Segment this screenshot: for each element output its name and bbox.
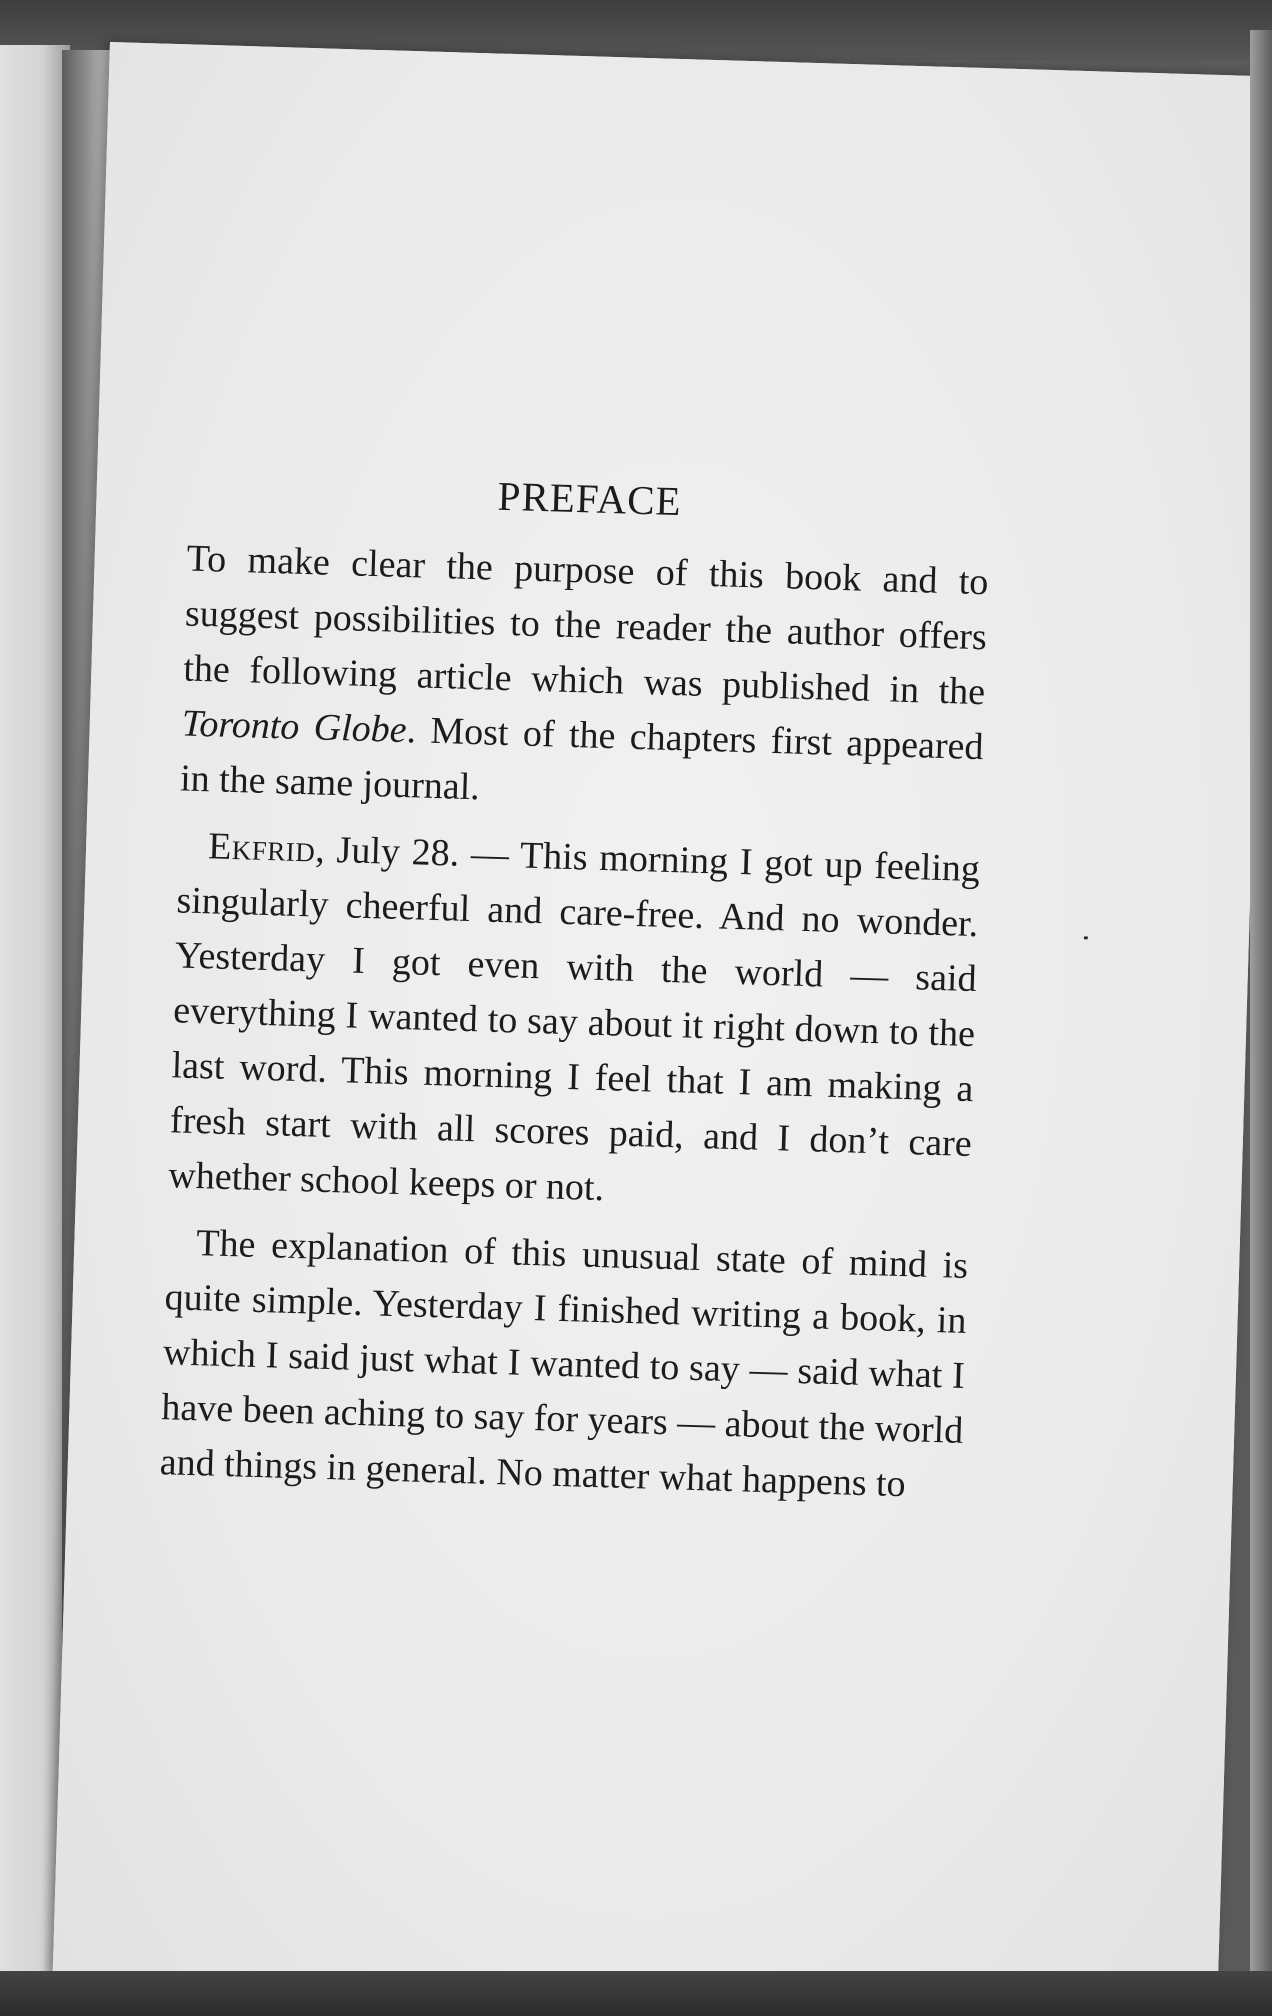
preface-paragraph-intro (179, 532, 989, 831)
book-page (53, 42, 1272, 2011)
newspaper-name: Toronto Globe (181, 702, 408, 752)
scan-bottom-shadow (0, 1971, 1272, 2016)
paper-speck (1084, 936, 1088, 939)
dateline-place: Ekfrid (207, 825, 316, 871)
intro-text-start: To make clear the purpose of this book and to suggest possibilities to the reader the author offers the following article which was published in the (182, 537, 989, 714)
previous-page-edge (0, 45, 70, 1975)
article-paragraph-explanation: The explanation of this unusual state of mind is quite simple. Yesterday I finished writing a book, in which I said just what I wanted to say — said what I have been aching to say for years — about the world and things in general. No matter what happens to (159, 1222, 969, 1506)
intro-text-end: . Most of the chapters first appeared in the same journal. (179, 709, 985, 809)
page-title: PREFACE (497, 472, 683, 525)
scan-right-edge (1250, 30, 1272, 1990)
page-text-block (159, 463, 991, 1515)
article-paragraph-body: , July 28. — This morning I got up feeling singularly cheerful and care-free. And no wonder. Yesterday I got even with the world — said everything I wanted to say about it right down to the last word. This morning I feel that I am making a fresh start with all scores paid, and I don’t care whether school keeps or not. (167, 828, 981, 1210)
article-paragraph-dateline (168, 819, 981, 1228)
